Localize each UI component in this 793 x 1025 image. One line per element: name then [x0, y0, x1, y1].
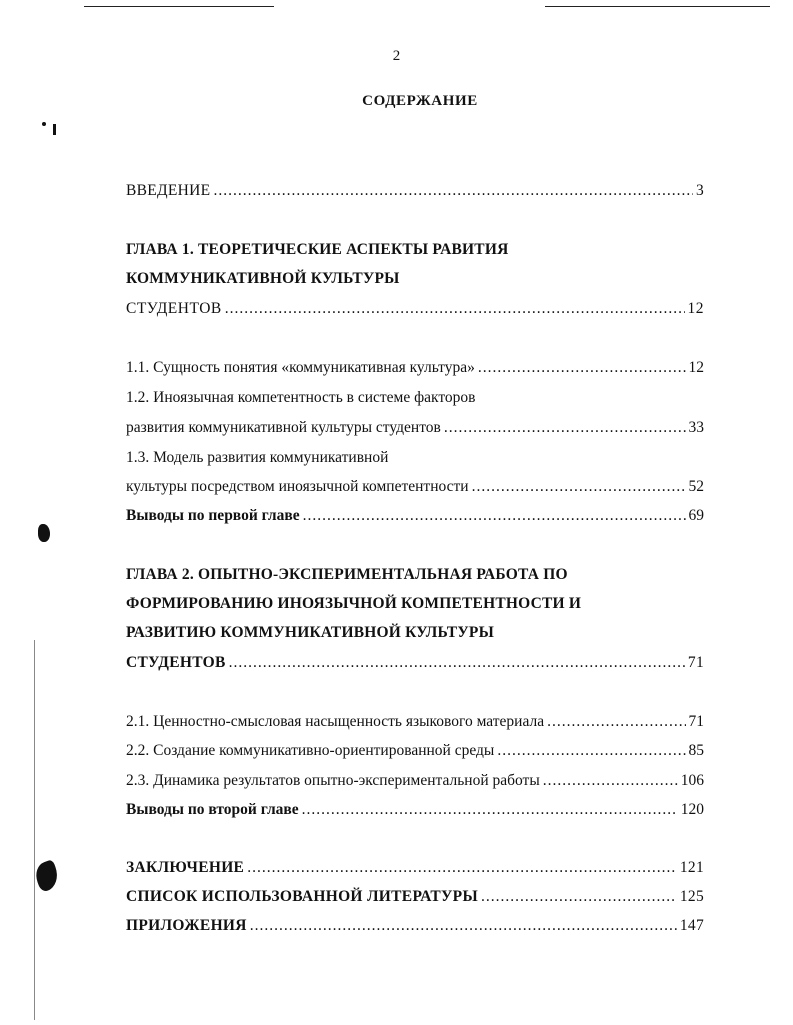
toc-title: СОДЕРЖАНИЕ [362, 93, 478, 109]
toc-entry-2-3[interactable] [126, 772, 704, 790]
toc-entry-chapter1-conclusion[interactable] [126, 507, 704, 525]
toc-entry-label: 1.3. Модель развития коммуникативной [126, 449, 389, 466]
toc-entry-label: СТУДЕНТОВ [126, 300, 222, 317]
scan-top-line-left [84, 6, 274, 7]
dot-leader [472, 478, 686, 496]
chapter1-heading-line1[interactable]: ГЛАВА 1. ТЕОРЕТИЧЕСКИЕ АСПЕКТЫ РАВИТИЯ [126, 241, 509, 258]
toc-entry-label: 2.1. Ценностно-смысловая насыщенность языкового материала [126, 713, 545, 730]
toc-entry-page: 33 [688, 419, 704, 436]
dot-leader [444, 419, 686, 437]
toc-entry-page: 3 [695, 182, 704, 199]
scan-speck [53, 124, 56, 135]
dot-leader [250, 917, 677, 935]
toc-entry-2-1[interactable] [126, 713, 704, 731]
toc-entry-chapter2[interactable] [126, 654, 704, 672]
toc-entry-chapter2-conclusion[interactable] [126, 801, 704, 819]
scan-edge-line [34, 640, 35, 1020]
chapter2-heading-line3[interactable]: РАЗВИТИЮ КОММУНИКАТИВНОЙ КУЛЬТУРЫ [126, 624, 494, 641]
toc-entry-intro[interactable] [126, 182, 704, 200]
toc-entry-page: 147 [679, 917, 704, 934]
chapter2-heading-line1[interactable]: ГЛАВА 2. ОПЫТНО-ЭКСПЕРИМЕНТАЛЬНАЯ РАБОТА ПО [126, 566, 568, 583]
dot-leader [229, 654, 685, 672]
page-number: 2 [392, 48, 401, 64]
toc-entry-page: 120 [680, 801, 704, 818]
dot-leader [543, 772, 678, 790]
chapter2-heading-line2[interactable]: ФОРМИРОВАНИЮ ИНОЯЗЫЧНОЙ КОМПЕТЕНТНОСТИ И [126, 595, 582, 612]
toc-entry-label: 2.2. Создание коммуникативно-ориентированной среды [126, 742, 495, 759]
toc-entry-page: 85 [688, 742, 704, 759]
dot-leader [213, 182, 692, 200]
toc-entry-page: 52 [688, 478, 704, 495]
toc-entry-label: 1.2. Иноязычная компетентность в системе факторов [126, 389, 476, 406]
toc-entry-page: 125 [679, 888, 704, 905]
scan-top-line-right [545, 6, 770, 7]
toc-entry-page: 71 [688, 713, 704, 730]
toc-entry-label: 2.3. Динамика результатов опытно-экспериментальной работы [126, 772, 540, 789]
toc-entry-label: культуры посредством иноязычной компетентности [126, 478, 469, 495]
toc-entry-label: Выводы по второй главе [126, 801, 299, 818]
toc-entry-label: СТУДЕНТОВ [126, 654, 226, 671]
dot-leader [547, 713, 685, 731]
toc-entry-1-2-line1[interactable] [126, 389, 704, 407]
dot-leader [478, 359, 686, 377]
dot-leader [247, 859, 677, 877]
toc-entry-2-2[interactable] [126, 742, 704, 760]
toc-entry-page: 71 [687, 654, 704, 671]
toc-entry-label: Выводы по первой главе [126, 507, 300, 524]
toc-entry-page: 12 [687, 300, 704, 317]
toc-entry-appendices[interactable] [126, 917, 704, 935]
toc-entry-chapter1[interactable] [126, 300, 704, 318]
dot-leader [302, 801, 678, 819]
toc-entry-bibliography[interactable] [126, 888, 704, 906]
toc-entry-1-2[interactable] [126, 419, 704, 437]
toc-entry-1-3-line1[interactable] [126, 449, 704, 467]
dot-leader [303, 507, 686, 525]
chapter1-heading-line2[interactable]: КОММУНИКАТИВНОЙ КУЛЬТУРЫ [126, 270, 400, 287]
dot-leader [497, 742, 685, 760]
toc-entry-1-1[interactable] [126, 359, 704, 377]
dot-leader [225, 300, 685, 318]
toc-entry-label: ПРИЛОЖЕНИЯ [126, 917, 247, 934]
scan-blot [38, 524, 50, 542]
scan-blot [32, 859, 62, 893]
toc-entry-label: СПИСОК ИСПОЛЬЗОВАННОЙ ЛИТЕРАТУРЫ [126, 888, 478, 905]
dot-leader [481, 888, 677, 906]
toc-entry-page: 121 [679, 859, 704, 876]
toc-entry-1-3[interactable] [126, 478, 704, 496]
toc-entry-page: 106 [680, 772, 704, 789]
toc-entry-label: ЗАКЛЮЧЕНИЕ [126, 859, 245, 876]
toc-entry-label: 1.1. Сущность понятия «коммуникативная культура» [126, 359, 475, 376]
toc-entry-label: ВВЕДЕНИЕ [126, 182, 211, 199]
toc-entry-conclusion[interactable] [126, 859, 704, 877]
toc-entry-label: развития коммуникативной культуры студентов [126, 419, 441, 436]
toc-entry-page: 12 [688, 359, 704, 376]
scan-speck [42, 122, 46, 126]
toc-entry-page: 69 [688, 507, 704, 524]
